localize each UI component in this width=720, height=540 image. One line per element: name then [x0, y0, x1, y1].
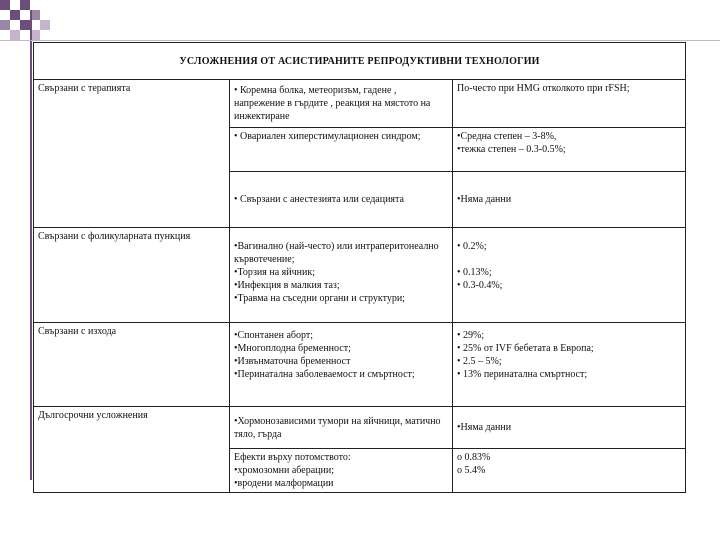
complication-line: • Свързани с анестезията или седацията: [234, 194, 404, 205]
complications-cell: [230, 228, 453, 323]
data-line: o 0.83%: [457, 452, 491, 463]
complication-line: •Перинатална заболеваемост и смъртност;: [234, 369, 415, 380]
complication-line: •Инфекция в малкия таз;: [234, 280, 340, 291]
table-row: [34, 228, 686, 323]
category-label: Свързани с изхода: [38, 326, 117, 337]
category-label: Свързани с фоликуларната пункция: [38, 231, 191, 242]
category-cell: [34, 323, 230, 407]
complication-line: •Торзия на яйчник;: [234, 267, 315, 278]
complication-line: •Вагинално (най-често) или интраперитонеално кървотечение;: [234, 241, 439, 265]
data-line: • 13% перинатална смъртност;: [457, 369, 588, 380]
accent-horizontal-line: [0, 40, 720, 41]
complications-cell: [230, 323, 453, 407]
data-line: •Няма данни: [457, 194, 512, 205]
data-line: • 0.2%;: [457, 241, 487, 252]
category-label: Дългосрочни усложнения: [38, 410, 148, 421]
complication-line: Ефекти върху потомството:: [234, 452, 351, 463]
data-cell: [453, 449, 686, 493]
data-line: • 29%;: [457, 330, 485, 341]
data-cell: [453, 407, 686, 449]
data-line: • 0.3-0.4%;: [457, 280, 503, 291]
complications-cell: [230, 80, 453, 128]
complication-line: •Многоплодна бременност;: [234, 343, 351, 354]
table-row: [34, 80, 686, 128]
complications-cell: [230, 172, 453, 228]
accent-vertical-line: [30, 10, 32, 480]
title-row: [34, 43, 686, 80]
data-line: •Няма данни: [457, 422, 512, 433]
data-line: По-често при HMG отколкото при rFSH;: [457, 83, 630, 94]
complication-line: • Коремна болка, метеоризъм, гадене , напрежение в гърдите , реакция на мястото на инжектиране: [234, 85, 431, 122]
complication-line: •Извънматочна бременност: [234, 356, 351, 367]
category-cell: [34, 228, 230, 323]
data-line: • 2.5 – 5%;: [457, 356, 502, 367]
complications-cell: [230, 449, 453, 493]
title-decoration: [0, 0, 720, 40]
table-row: [34, 407, 686, 449]
complications-table: [33, 42, 686, 493]
complication-line: • Овариален хиперстимулационен синдром;: [234, 131, 421, 142]
data-line: • 25% от IVF бебетата в Европа;: [457, 343, 594, 354]
table-title: УСЛОЖНЕНИЯ ОТ АСИСТИРАНИТЕ РЕПРОДУКТИВНИ ТЕХНОЛОГИИ: [34, 43, 686, 80]
data-cell: [453, 323, 686, 407]
data-cell: [453, 128, 686, 172]
complication-line: •Спонтанен аборт;: [234, 330, 313, 341]
data-line: o 5.4%: [457, 465, 486, 476]
data-line: [457, 253, 681, 266]
data-cell: [453, 80, 686, 128]
complication-line: •вродени малформации: [234, 478, 334, 489]
table-row: [34, 323, 686, 407]
data-line: •Средна степен – 3-8%,: [457, 131, 557, 142]
category-cell: [34, 407, 230, 493]
category-label: Свързани с терапията: [38, 83, 131, 94]
data-cell: [453, 228, 686, 323]
complication-line: •Хормонозависими тумори на яйчници, матично тяло, гърда: [234, 415, 441, 440]
complication-line: •хромозомни аберации;: [234, 465, 334, 476]
document: [33, 42, 685, 534]
data-line: •тежка степен – 0.3-0.5%;: [457, 144, 566, 155]
complications-cell: [230, 128, 453, 172]
complication-line: •Травма на съседни органи и структури;: [234, 293, 405, 304]
data-cell: [453, 172, 686, 228]
complications-cell: [230, 407, 453, 449]
data-line: • 0.13%;: [457, 267, 492, 278]
category-cell: [34, 80, 230, 228]
